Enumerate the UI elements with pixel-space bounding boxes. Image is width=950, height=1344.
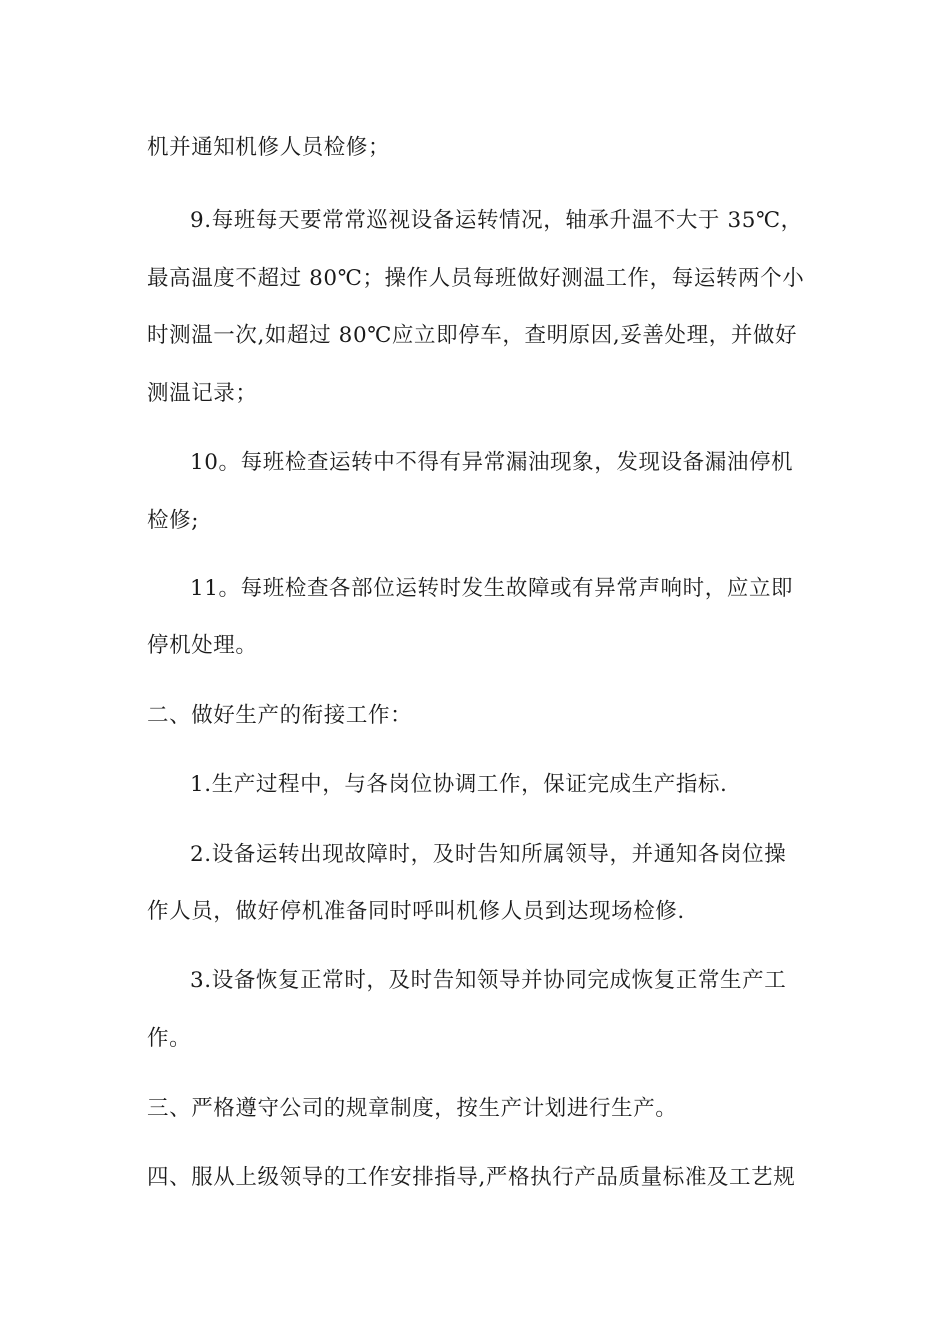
text-line: 3.设备恢复正常时，及时告知领导并协同完成恢复正常生产工 bbox=[190, 968, 787, 993]
text-line: 停机处理。 bbox=[147, 633, 258, 658]
text-line: 作人员，做好停机准备同时呼叫机修人员到达现场检修. bbox=[147, 899, 685, 924]
text-line: 9.每班每天要常常巡视设备运转情况，轴承升温不大于 35℃， bbox=[190, 208, 803, 233]
text-line: 10。每班检查运转中不得有异常漏油现象，发现设备漏油停机 bbox=[190, 450, 794, 475]
section-heading: 四、服从上级领导的工作安排指导,严格执行产品质量标准及工艺规 bbox=[147, 1165, 796, 1190]
text-line: 2.设备运转出现故障时，及时告知所属领导，并通知各岗位操 bbox=[190, 842, 787, 867]
text-line: 时测温一次,如超过 80℃应立即停车，查明原因,妥善处理，并做好 bbox=[147, 323, 798, 348]
text-line: 11。每班检查各部位运转时发生故障或有异常声响时，应立即 bbox=[190, 576, 794, 601]
text-line: 测温记录； bbox=[147, 381, 258, 406]
text-line: 作。 bbox=[147, 1026, 192, 1051]
section-heading: 三、严格遵守公司的规章制度，按生产计划进行生产。 bbox=[147, 1096, 678, 1121]
text-line: 检修; bbox=[147, 508, 200, 533]
text-line: 机并通知机修人员检修； bbox=[147, 135, 391, 160]
section-heading: 二、做好生产的衔接工作： bbox=[147, 703, 413, 728]
text-line: 最高温度不超过 80℃；操作人员每班做好测温工作，每运转两个小 bbox=[147, 266, 805, 291]
text-line: 1.生产过程中，与各岗位协调工作，保证完成生产指标. bbox=[190, 772, 728, 797]
